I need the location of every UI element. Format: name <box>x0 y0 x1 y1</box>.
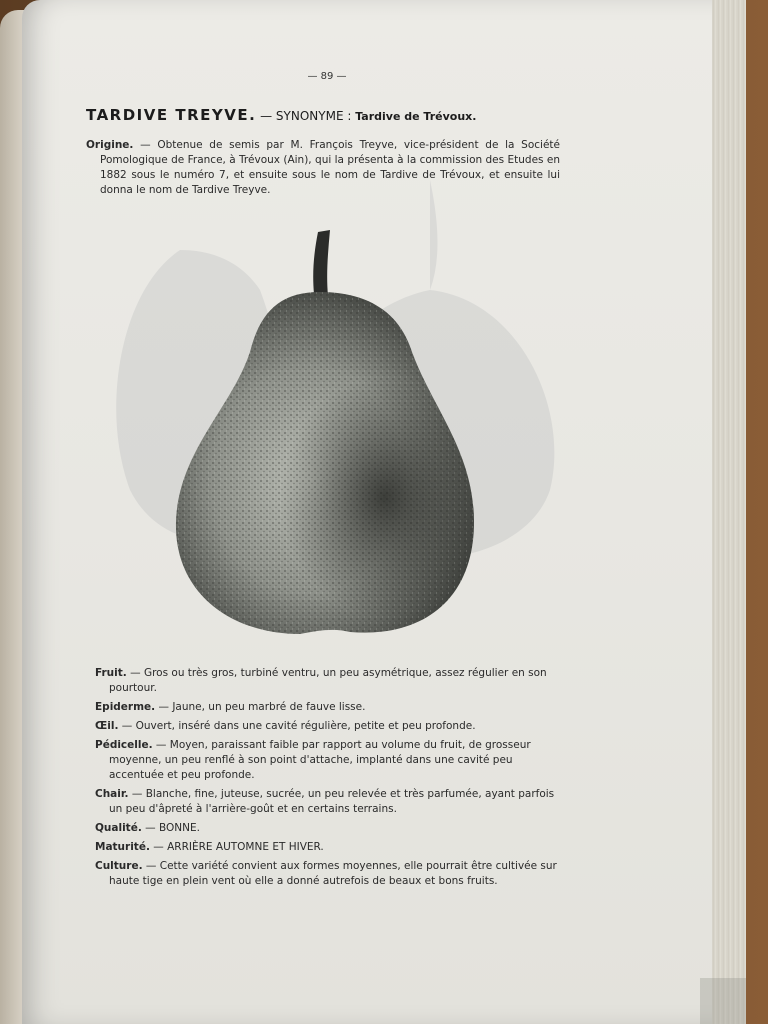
entry-pedicelle <box>95 738 565 783</box>
entry-label: Maturité. <box>95 841 150 853</box>
entry-text: — Ouvert, inséré dans une cavité régulière, petite et peu profonde. <box>118 720 476 732</box>
entry-epiderme <box>95 700 565 715</box>
entry-text: — Blanche, fine, juteuse, sucrée, un peu relevée et très parfumée, ayant parfois un peu d'âpreté à l'arrière-goût et en certains terrains. <box>109 788 555 815</box>
variety-title <box>86 106 606 124</box>
entry-qualite <box>95 821 565 836</box>
entry-maturite <box>95 840 565 855</box>
origin-paragraph <box>86 138 560 198</box>
entry-text: — Moyen, paraissant faible par rapport au volume du fruit, de grosseur moyenne, un peu renflé à son point d'attache, implanté dans une cavité peu accentuée et peu profonde. <box>109 739 531 781</box>
entry-text: — Jaune, un peu marbré de fauve lisse. <box>155 701 366 713</box>
entry-label: Epiderme. <box>95 701 156 713</box>
entry-label: Chair. <box>95 788 129 800</box>
entry-label: Qualité. <box>95 822 142 834</box>
corner-watermark <box>700 978 746 1024</box>
entry-fruit <box>95 666 565 696</box>
variety-name: TARDIVE TREYVE. <box>86 106 257 124</box>
page-number: — 89 — <box>307 71 347 82</box>
entry-oeil <box>95 719 565 734</box>
pear-illustration <box>170 222 480 642</box>
entry-label: Culture. <box>95 860 143 872</box>
origin-text: — Obtenue de semis par M. François Treyve, vice-président de la Société Pomologique de France, à Trévoux (Ain), qui la présenta à la commission des Etudes en 1882 sous le numéro 7, et ensuite sous le nom de Tardive de Trévoux, et ensuite lui donna le nom de Tardive Treyve. <box>100 139 560 196</box>
entry-label: Œil. <box>95 720 119 732</box>
description-list <box>95 666 565 893</box>
pear-stem <box>313 230 330 296</box>
entry-chair <box>95 787 565 817</box>
entry-culture <box>95 859 565 889</box>
entry-label: Fruit. <box>95 667 127 679</box>
entry-text: — ARRIÈRE AUTOMNE ET HIVER. <box>149 841 324 853</box>
entry-text: — Gros ou très gros, turbiné ventru, un peu asymétrique, assez régulier en son pourtour. <box>109 667 547 694</box>
entry-text: — BONNE. <box>141 822 200 834</box>
origin-label: Origine. <box>86 139 134 151</box>
page-stack-edge <box>712 0 746 1024</box>
entry-text: — Cette variété convient aux formes moyennes, elle pourrait être cultivée sur haute tige en plein vent où elle a donné autrefois de beaux et bons fruits. <box>109 860 557 887</box>
synonym-value: Tardive de Trévoux. <box>355 110 477 123</box>
entry-label: Pédicelle. <box>95 739 153 751</box>
synonym-label: — SYNONYME : <box>256 109 356 123</box>
